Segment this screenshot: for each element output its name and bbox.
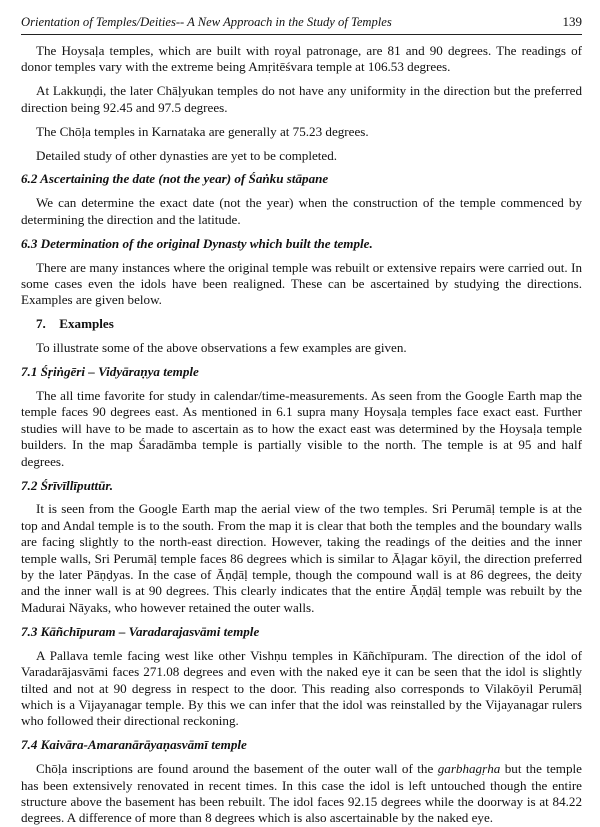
section-heading-6-2: 6.2 Ascertaining the date (not the year) of Śaṅku stāpane xyxy=(21,171,329,187)
section-heading-7-4: 7.4 Kaivāra-Amaranārāyaṇasvāmī temple xyxy=(21,737,247,753)
running-head xyxy=(21,14,582,35)
paragraph-kaivara xyxy=(21,761,582,827)
paragraph-sringeri: The all time favorite for study in calendar/time-measurements. As seen from the Google Earth map the temple faces 90 degrees east. As mentioned in 6.1 supra many Hoysaḷa temples face exact east. Further studies will have to be made to ascertain as to how the exact east was determined by the Hoysaḷa temple builders. In the map Śaradāmba temple is partially visible to the north. The temple is at 95 and half degrees. xyxy=(21,388,582,469)
paragraph-lakkundi: At Lakkuṇḍi, the later Chāḷyukan temples do not have any uniformity in the direction but the preferred direction being 92.45 and 97.5 degrees. xyxy=(21,83,582,115)
section-heading-7-1: 7.1 Śṛiṅgēri – Vidyāraṇya temple xyxy=(21,364,199,380)
paragraph-rebuilt-temples: There are many instances where the original temple was rebuilt or extensive repairs were carried out. In some cases even the idols have been realigned. These can be ascertained by studying the directions. Examples are given below. xyxy=(21,259,582,308)
paragraph-other-dynasties: Detailed study of other dynasties are yet to be completed. xyxy=(36,147,338,163)
paragraph-srivilliputtur: It is seen from the Google Earth map the aerial view of the two temples. Sri Perumāḷ temple is at the top and Andal temple is to the south. From the map it is clear that both the temples and the boundary walls are facing slightly to the north-east direction. However, taking the readings of the deities and the inner temple walls, Sri Perumāḷ temple faces 86 degrees which is similar to Āḷagar kōyil, the direction preferred by the later Pāṇḍyas. In the case of Āṇḍāḷ temple, though the compound wall is at 86 degrees, the deity and the inner wall is at 90 degrees. This clearly indicates that the entire Āṇḍāḷ temple was rebuilt by the Madurai Nāyaks, who however retained the outer walls. xyxy=(21,501,582,615)
section-heading-6-3: 6.3 Determination of the original Dynasty which built the temple. xyxy=(21,235,373,251)
running-title: Orientation of Temples/Deities-- A New Approach in the Study of Temples xyxy=(21,15,392,29)
section-title-examples: Examples xyxy=(59,316,114,332)
paragraph-kaivara-part-b: but the temple has been extensively renovated in recent times. In this case the idol is left untouched though the entire structure above the basement has been rebuilt. The idol faces 92.15 degrees while the doorway is at 84.22 degrees. A difference of more than 8 degrees which is also ascertainable by the naked eye. xyxy=(21,761,582,826)
paragraph-hoysala-temples: The Hoysaḷa temples, which are built with royal patronage, are 81 and 90 degrees. The readings of donor temples vary with the extreme being Amṛitēśvara temple at 106.53 degrees. xyxy=(21,43,582,75)
section-number-7: 7. xyxy=(36,316,46,332)
paragraph-kanchipuram: A Pallava temle facing west like other Vishṇu temples in Kāñchīpuram. The direction of the idol of Varadarājasvāmi faces 271.08 degrees and even with the naked eye it can be seen that the idol is slightly tilted and not at 90 degress in respect to the door. This reading also corresponds to Vilakōyil Perumāḷ which is a Vijayanagar temple. By this we can infer that the idol was reinstalled by the Vijayanagar rulers who followed their directional reckoning. xyxy=(21,647,582,729)
paragraph-chola-temples: The Chōḷa temples in Karnataka are generally at 75.23 degrees. xyxy=(36,123,369,139)
page-number: 139 xyxy=(562,14,582,29)
paragraph-kaivara-part-a: Chōḷa inscriptions are found around the basement of the outer wall of the xyxy=(36,761,438,777)
section-heading-7-2: 7.2 Śrīvīllīputtūr. xyxy=(21,477,114,493)
section-heading-7-3: 7.3 Kāñchīpuram – Varadarajasvāmi temple xyxy=(21,623,260,639)
paragraph-examples-intro: To illustrate some of the above observations a few examples are given. xyxy=(36,340,407,356)
section-heading-7 xyxy=(36,316,582,332)
paragraph-exact-date: We can determine the exact date (not the year) when the construction of the temple commenced by determining the direction and the latitude. xyxy=(21,195,582,227)
term-garbhagrha: garbhagṛha xyxy=(437,761,501,777)
